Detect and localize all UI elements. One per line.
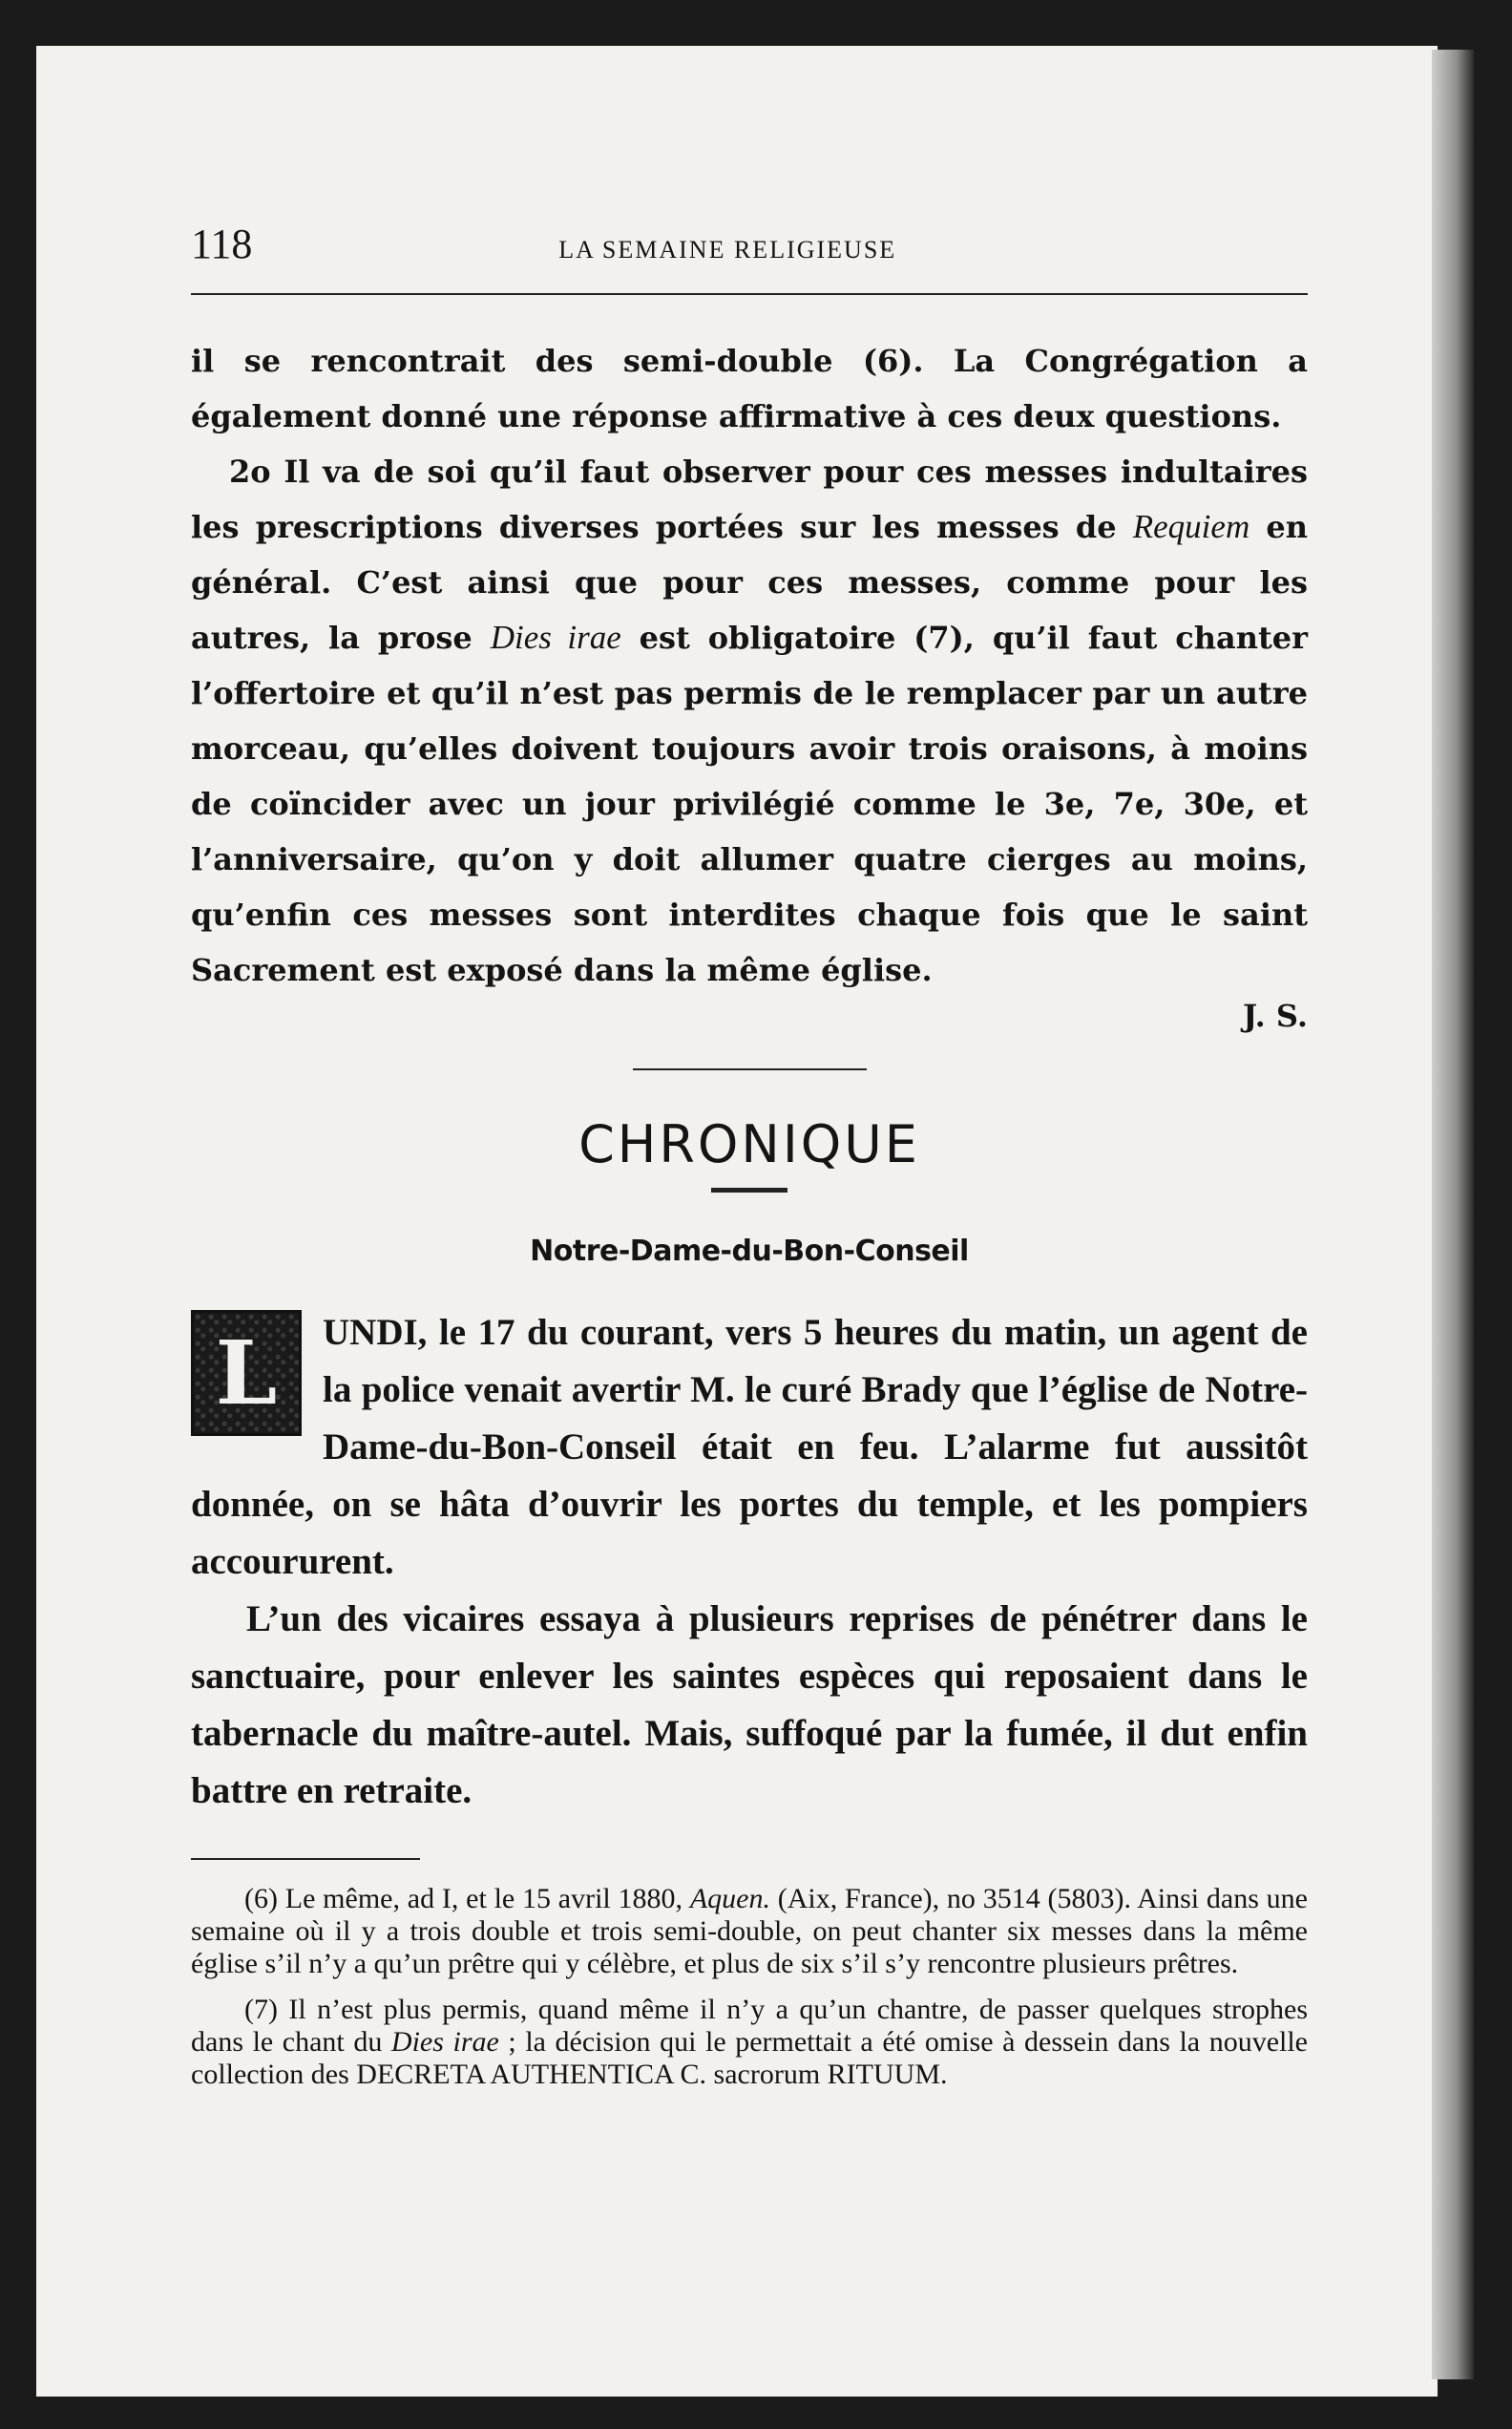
footnote-7-text-b: ; la décision qui le permettait a été omise à dessein dans la nouvelle collection des DECRETA AUTHENTICA C. sacrorum RITUUM. [191,2026,1308,2090]
dies-irae-italic: Dies irae [490,619,621,656]
ornamental-dropcap: L [191,1310,302,1436]
footnote-rule [191,1858,420,1860]
footnote-7-text-a: (7) Il n’est plus permis, quand même il n’y a qu’un chantre, de passer quelques strophes dans le chant du [191,1994,1308,2058]
page-edge [1432,50,1474,2379]
page-number: 118 [191,221,253,267]
footnote-6-text-a: (6) Le même, ad I, et le 15 avril 1880, [244,1883,690,1914]
body-paragraph-2-text-c: est obligatoire (7), qu’il faut chanter l’offertoire et qu’il n’est pas permis de le remplacer par un autre morceau, qu’elles doivent toujours avoir trois oraisons, à moins de coïncider avec un jour privilégié comme le 3e, 7e, 30e, et l’anniversaire, qu’on y doit allumer quatre cierges au moins, qu’enfin ces messes sont interdites chaque fois que le saint Sacrement est exposé dans la même église. [191,620,1309,988]
body-paragraph-2-text-a: 2o Il va de soi qu’il faut observer pour ces messes indultaires les prescriptions diverses portées sur les messes de [191,454,1308,545]
body-paragraph-1-text: il se rencontrait des semi-double (6). La Congrégation a également donné une réponse affirmative à ces deux questions. [191,343,1308,434]
body-paragraph-2-text-b: en général. C’est ainsi que pour ces messes, comme pour les autres, la prose [191,509,1309,656]
section-divider [633,1068,867,1070]
title-underline [711,1188,788,1193]
chronique-subtitle: Notre-Dame-du-Bon-Conseil [530,1235,969,1268]
story-paragraph-2-text: L’un des vicaires essaya à plusieurs reprises de pénétrer dans le sanctuaire, pour enlever les saintes espèces qui reposaient dans le tabernacle du maître-autel. Mais, suffoqué par la fumée, il dut enfin battre en retraite. [191,1598,1308,1811]
footnote-6-text-b: (Aix, France), no 3514 (5803). Ainsi dans une semaine où il y a trois double et trois semi-double, on peut chanter six messes dans la même église s’il n’y a qu’un prêtre qui y célèbre, et plus de six s’il s’y rencontre plusieurs prêtres. [191,1883,1308,1979]
signature: J. S. [1242,998,1308,1034]
running-title: LA SEMAINE RELIGIEUSE [558,236,897,264]
footnote-7 [191,1994,1308,2091]
story-paragraph-1: UNDI, le 17 du courant, vers 5 heures du matin, un agent de la police venait avertir M. le curé Brady que l’église de Notre-Dame-du-Bon-Conseil était en feu. L’alarme fut aussitôt donnée, on se hâta d’ouvrir les portes du temple, et les pompiers accoururent. [191,1312,1308,1582]
story-paragraph-2 [191,1591,1308,1820]
footnote-6 [191,1883,1308,1980]
body-paragraph-2 [191,444,1308,998]
requiem-italic: Requiem [1132,508,1250,545]
chronique-title: CHRONIQUE [578,1114,920,1174]
footnote-dies-irae-italic: Dies irae [390,2026,499,2058]
aquen-italic: Aquen. [689,1883,770,1914]
chronique-story [191,1304,1308,1820]
body-paragraph-1 [191,333,1308,444]
page-header [191,220,1308,295]
page-content [191,220,1308,2091]
